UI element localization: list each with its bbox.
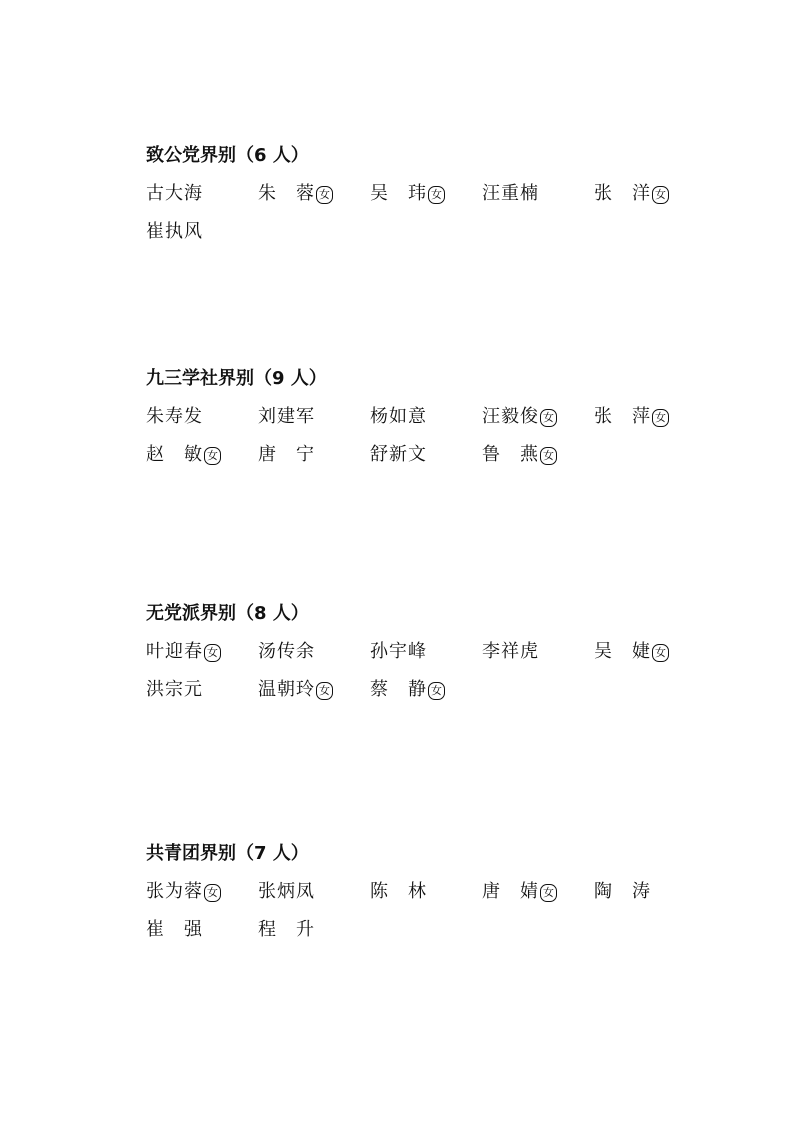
section-zhigongdang bbox=[146, 144, 706, 244]
member-item bbox=[370, 443, 482, 467]
female-badge: 女 bbox=[652, 186, 669, 204]
member-item bbox=[146, 640, 258, 664]
member-list bbox=[146, 405, 706, 467]
member-name: 汤传余 bbox=[258, 641, 315, 662]
female-badge: 女 bbox=[540, 409, 557, 427]
member-item bbox=[146, 918, 258, 942]
member-item bbox=[258, 918, 370, 942]
member-name: 朱寿发 bbox=[146, 406, 203, 427]
section-wudangpai bbox=[146, 602, 706, 702]
member-item bbox=[482, 443, 594, 467]
member-name: 唐 婧 bbox=[482, 881, 539, 902]
member-name: 杨如意 bbox=[370, 406, 427, 427]
female-badge: 女 bbox=[652, 409, 669, 427]
member-name: 洪宗元 bbox=[146, 679, 203, 700]
section-jiusan bbox=[146, 367, 706, 467]
member-name: 舒新文 bbox=[370, 444, 427, 465]
member-name: 蔡 静 bbox=[370, 679, 427, 700]
member-item bbox=[146, 880, 258, 904]
member-item bbox=[482, 405, 594, 429]
member-item bbox=[146, 182, 258, 206]
member-name: 程 升 bbox=[258, 919, 315, 940]
member-name: 朱 蓉 bbox=[258, 183, 315, 204]
section-title: 致公党界别（6 人） bbox=[146, 145, 309, 166]
member-item bbox=[258, 182, 370, 206]
member-name: 汪重楠 bbox=[482, 183, 539, 204]
female-badge: 女 bbox=[316, 186, 333, 204]
member-name: 叶迎春 bbox=[146, 641, 203, 662]
member-item bbox=[258, 640, 370, 664]
member-item bbox=[594, 640, 706, 664]
section-title: 共青团界别（7 人） bbox=[146, 843, 309, 864]
member-item bbox=[370, 880, 482, 904]
member-item bbox=[370, 640, 482, 664]
member-name: 古大海 bbox=[146, 183, 203, 204]
section-title: 九三学社界别（9 人） bbox=[146, 368, 327, 389]
member-name: 崔 强 bbox=[146, 919, 203, 940]
member-item bbox=[146, 220, 258, 244]
female-badge: 女 bbox=[652, 644, 669, 662]
member-name: 孙宇峰 bbox=[370, 641, 427, 662]
member-name: 赵 敏 bbox=[146, 444, 203, 465]
member-item bbox=[482, 182, 594, 206]
member-item bbox=[258, 880, 370, 904]
member-name: 张 萍 bbox=[594, 406, 651, 427]
female-badge: 女 bbox=[204, 447, 221, 465]
female-badge: 女 bbox=[540, 884, 557, 902]
female-badge: 女 bbox=[428, 186, 445, 204]
member-item bbox=[594, 880, 706, 904]
member-name: 刘建军 bbox=[258, 406, 315, 427]
member-name: 李祥虎 bbox=[482, 641, 539, 662]
member-list bbox=[146, 182, 706, 244]
member-item bbox=[258, 443, 370, 467]
member-list bbox=[146, 880, 706, 942]
female-badge: 女 bbox=[540, 447, 557, 465]
member-name: 吴 婕 bbox=[594, 641, 651, 662]
member-name: 汪毅俊 bbox=[482, 406, 539, 427]
member-item bbox=[146, 678, 258, 702]
female-badge: 女 bbox=[428, 682, 445, 700]
member-item bbox=[482, 640, 594, 664]
member-item bbox=[594, 182, 706, 206]
member-name: 张 洋 bbox=[594, 183, 651, 204]
member-list bbox=[146, 640, 706, 702]
section-title: 无党派界别（8 人） bbox=[146, 603, 309, 624]
member-item bbox=[370, 678, 482, 702]
member-item bbox=[370, 405, 482, 429]
member-name: 张炳凤 bbox=[258, 881, 315, 902]
female-badge: 女 bbox=[204, 644, 221, 662]
member-item bbox=[146, 405, 258, 429]
member-item bbox=[258, 405, 370, 429]
member-name: 鲁 燕 bbox=[482, 444, 539, 465]
member-item bbox=[482, 880, 594, 904]
member-item bbox=[594, 405, 706, 429]
member-name: 温朝玲 bbox=[258, 679, 315, 700]
member-name: 陈 林 bbox=[370, 881, 427, 902]
member-name: 吴 玮 bbox=[370, 183, 427, 204]
female-badge: 女 bbox=[204, 884, 221, 902]
member-name: 崔执风 bbox=[146, 221, 203, 242]
member-item bbox=[146, 443, 258, 467]
female-badge: 女 bbox=[316, 682, 333, 700]
member-name: 唐 宁 bbox=[258, 444, 315, 465]
member-name: 陶 涛 bbox=[594, 881, 651, 902]
member-name: 张为蓉 bbox=[146, 881, 203, 902]
member-item bbox=[258, 678, 370, 702]
section-gongqingtuan bbox=[146, 842, 706, 942]
member-item bbox=[370, 182, 482, 206]
